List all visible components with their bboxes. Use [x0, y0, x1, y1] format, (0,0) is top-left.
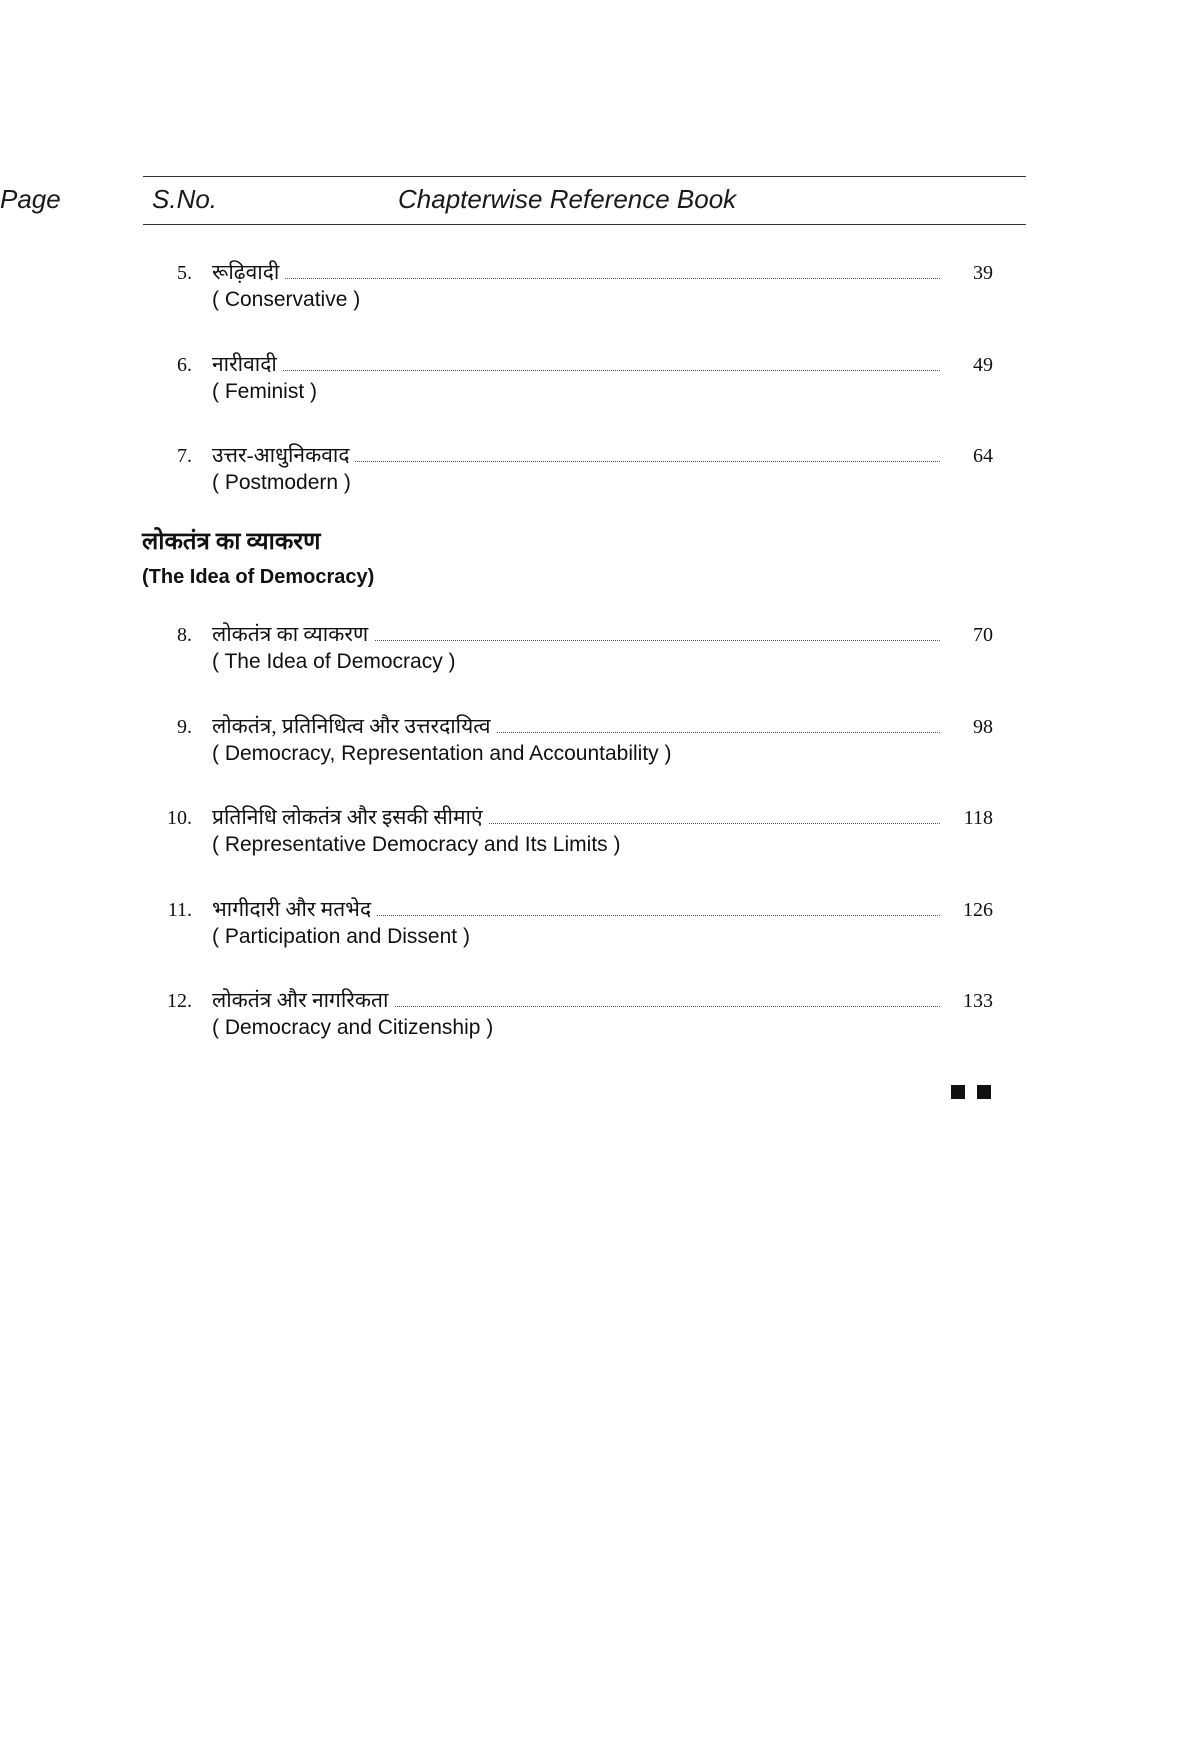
- entry-number: 7.: [177, 445, 192, 467]
- toc-entry[interactable]: [0, 990, 1200, 1060]
- entry-page-number: 49: [973, 354, 993, 376]
- entry-number: 8.: [177, 624, 192, 646]
- entry-hindi-title: नारीवादी: [212, 350, 283, 378]
- toc-entry[interactable]: [0, 262, 1200, 332]
- entry-english-title: ( Representative Democracy and Its Limits ): [212, 833, 621, 856]
- page-title: Chapterwise Reference Book: [398, 184, 737, 214]
- header-bottom-rule: [143, 224, 1026, 225]
- entry-number: 10.: [167, 807, 192, 829]
- sno-column-header: S.No.: [152, 184, 218, 214]
- entry-hindi-title: भागीदारी और मतभेद: [212, 895, 377, 923]
- entry-page-number: 133: [963, 990, 993, 1012]
- toc-entry[interactable]: [0, 807, 1200, 877]
- entry-hindi-title: लोकतंत्र, प्रतिनिधित्व और उत्तरदायित्व: [212, 712, 497, 740]
- dot-leader: [212, 370, 940, 371]
- entry-number: 12.: [167, 990, 192, 1012]
- entry-page-number: 64: [973, 445, 993, 467]
- toc-entry[interactable]: [0, 354, 1200, 424]
- entry-page-number: 118: [963, 807, 993, 829]
- entry-page-number: 98: [973, 716, 993, 738]
- entry-hindi-title: प्रतिनिधि लोकतंत्र और इसकी सीमाएं: [212, 803, 489, 831]
- entry-hindi-title: लोकतंत्र और नागरिकता: [212, 986, 394, 1014]
- section-heading-english: (The Idea of Democracy): [142, 566, 375, 588]
- entry-english-title: ( Postmodern ): [212, 471, 351, 494]
- toc-entry[interactable]: [0, 716, 1200, 786]
- toc-entry[interactable]: [0, 445, 1200, 515]
- entry-english-title: ( Feminist ): [212, 380, 317, 403]
- entry-english-title: ( Democracy and Citizenship ): [212, 1016, 494, 1039]
- dot-leader: [212, 278, 940, 279]
- entry-number: 11.: [167, 899, 192, 921]
- entry-number: 9.: [177, 716, 192, 738]
- entry-hindi-title: उत्तर-आधुनिकवाद: [212, 441, 355, 469]
- header-top-rule: [143, 176, 1026, 177]
- entry-hindi-title: लोकतंत्र का व्याकरण: [212, 620, 374, 648]
- page-column-header: Page: [0, 184, 61, 214]
- entry-english-title: ( Conservative ): [212, 288, 361, 311]
- entry-page-number: 39: [973, 262, 993, 284]
- entry-hindi-title: रूढ़िवादी: [212, 258, 285, 286]
- toc-entry[interactable]: [0, 624, 1200, 694]
- entry-english-title: ( The Idea of Democracy ): [212, 650, 456, 673]
- entry-page-number: 70: [973, 624, 993, 646]
- section-heading-hindi: लोकतंत्र का व्याकरण: [142, 529, 321, 555]
- entry-number: 6.: [177, 354, 192, 376]
- end-square-icon: [951, 1085, 965, 1099]
- entry-number: 5.: [177, 262, 192, 284]
- entry-english-title: ( Participation and Dissent ): [212, 925, 470, 948]
- entry-page-number: 126: [963, 899, 993, 921]
- entry-english-title: ( Democracy, Representation and Accountability ): [212, 742, 672, 765]
- toc-entry[interactable]: [0, 899, 1200, 969]
- end-square-icon: [977, 1085, 991, 1099]
